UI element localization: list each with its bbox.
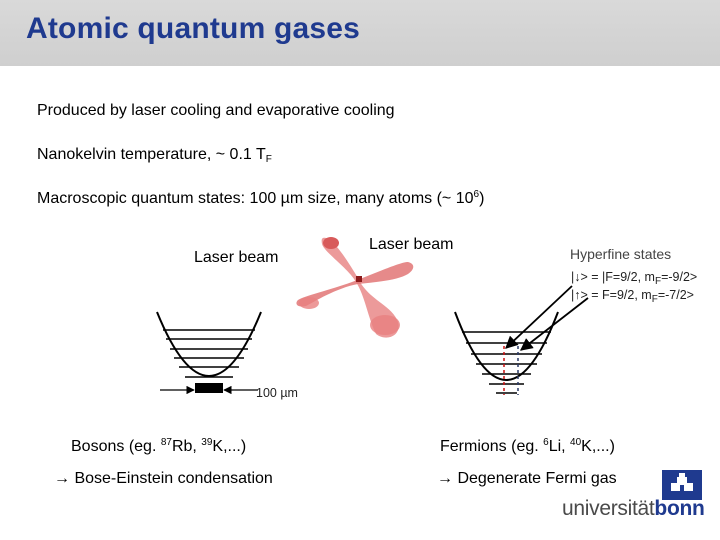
hyperfine-up-text: |↑> = F=9/2, m	[571, 288, 652, 302]
scale-label: 100 µm	[256, 386, 298, 400]
bullet-temperature-text: Nanokelvin temperature, ~ 0.1 T	[37, 146, 266, 163]
hyperfine-title: Hyperfine states	[570, 246, 672, 262]
wordmark-bold: bonn	[654, 497, 705, 520]
bullet-macroscopic-sup: 6	[473, 189, 480, 200]
fermion-potential	[455, 312, 558, 380]
trap-center	[356, 276, 362, 282]
bosons-element-2: K,...)	[212, 438, 247, 455]
bullet-cooling: Produced by laser cooling and evaporative cooling	[37, 102, 395, 119]
hyperfine-up-state	[571, 288, 694, 305]
laser-beam-label-left: Laser beam	[194, 249, 279, 266]
bosons-result: → Bose-Einstein condensation	[54, 470, 273, 487]
university-logo	[562, 470, 705, 525]
bullet-macroscopic-suffix: )	[479, 190, 485, 207]
laser-beam-2-left	[299, 297, 319, 309]
bosons-heading	[71, 437, 246, 456]
university-wordmark	[562, 497, 705, 521]
laser-beam-label-right: Laser beam	[369, 236, 454, 253]
bullet-temperature-sub: F	[265, 154, 272, 165]
fermion-trap	[455, 286, 588, 395]
bullet-macroscopic-text: Macroscopic quantum states: 100 µm size, many atoms (~ 10	[37, 190, 474, 207]
hyperfine-down-value: =-9/2>	[661, 270, 698, 284]
laser-beam-1-end	[370, 315, 400, 335]
fermions-result: → Degenerate Fermi gas	[437, 470, 617, 487]
fermions-prefix: Fermions (eg.	[440, 438, 544, 455]
bosons-element-1: Rb,	[171, 438, 202, 455]
hyperfine-up-sub: F	[651, 294, 658, 305]
bec-condensate	[195, 383, 223, 393]
fermions-element-2: K,...)	[581, 438, 615, 455]
fermions-heading	[440, 437, 615, 456]
hyperfine-down-state	[571, 270, 697, 287]
fermions-isotope-2: 40	[570, 437, 582, 448]
hyperfine-down-sub: F	[654, 276, 662, 287]
boson-trap	[157, 312, 261, 393]
hyperfine-up-value: =-7/2>	[657, 288, 694, 302]
slide-title: Atomic quantum gases	[26, 12, 361, 45]
university-emblem-icon	[662, 470, 702, 500]
hyperfine-down-text: |↓> = |F=9/2, m	[571, 270, 655, 284]
fermions-isotope-1: 6	[543, 437, 549, 448]
bosons-isotope-1: 87	[160, 437, 172, 448]
laser-beam-1-top	[323, 237, 339, 249]
bosons-isotope-2: 39	[201, 437, 213, 448]
wordmark-plain: universität	[562, 497, 655, 520]
fermions-element-1: Li,	[548, 438, 571, 455]
bosons-prefix: Bosons (eg.	[71, 438, 161, 455]
